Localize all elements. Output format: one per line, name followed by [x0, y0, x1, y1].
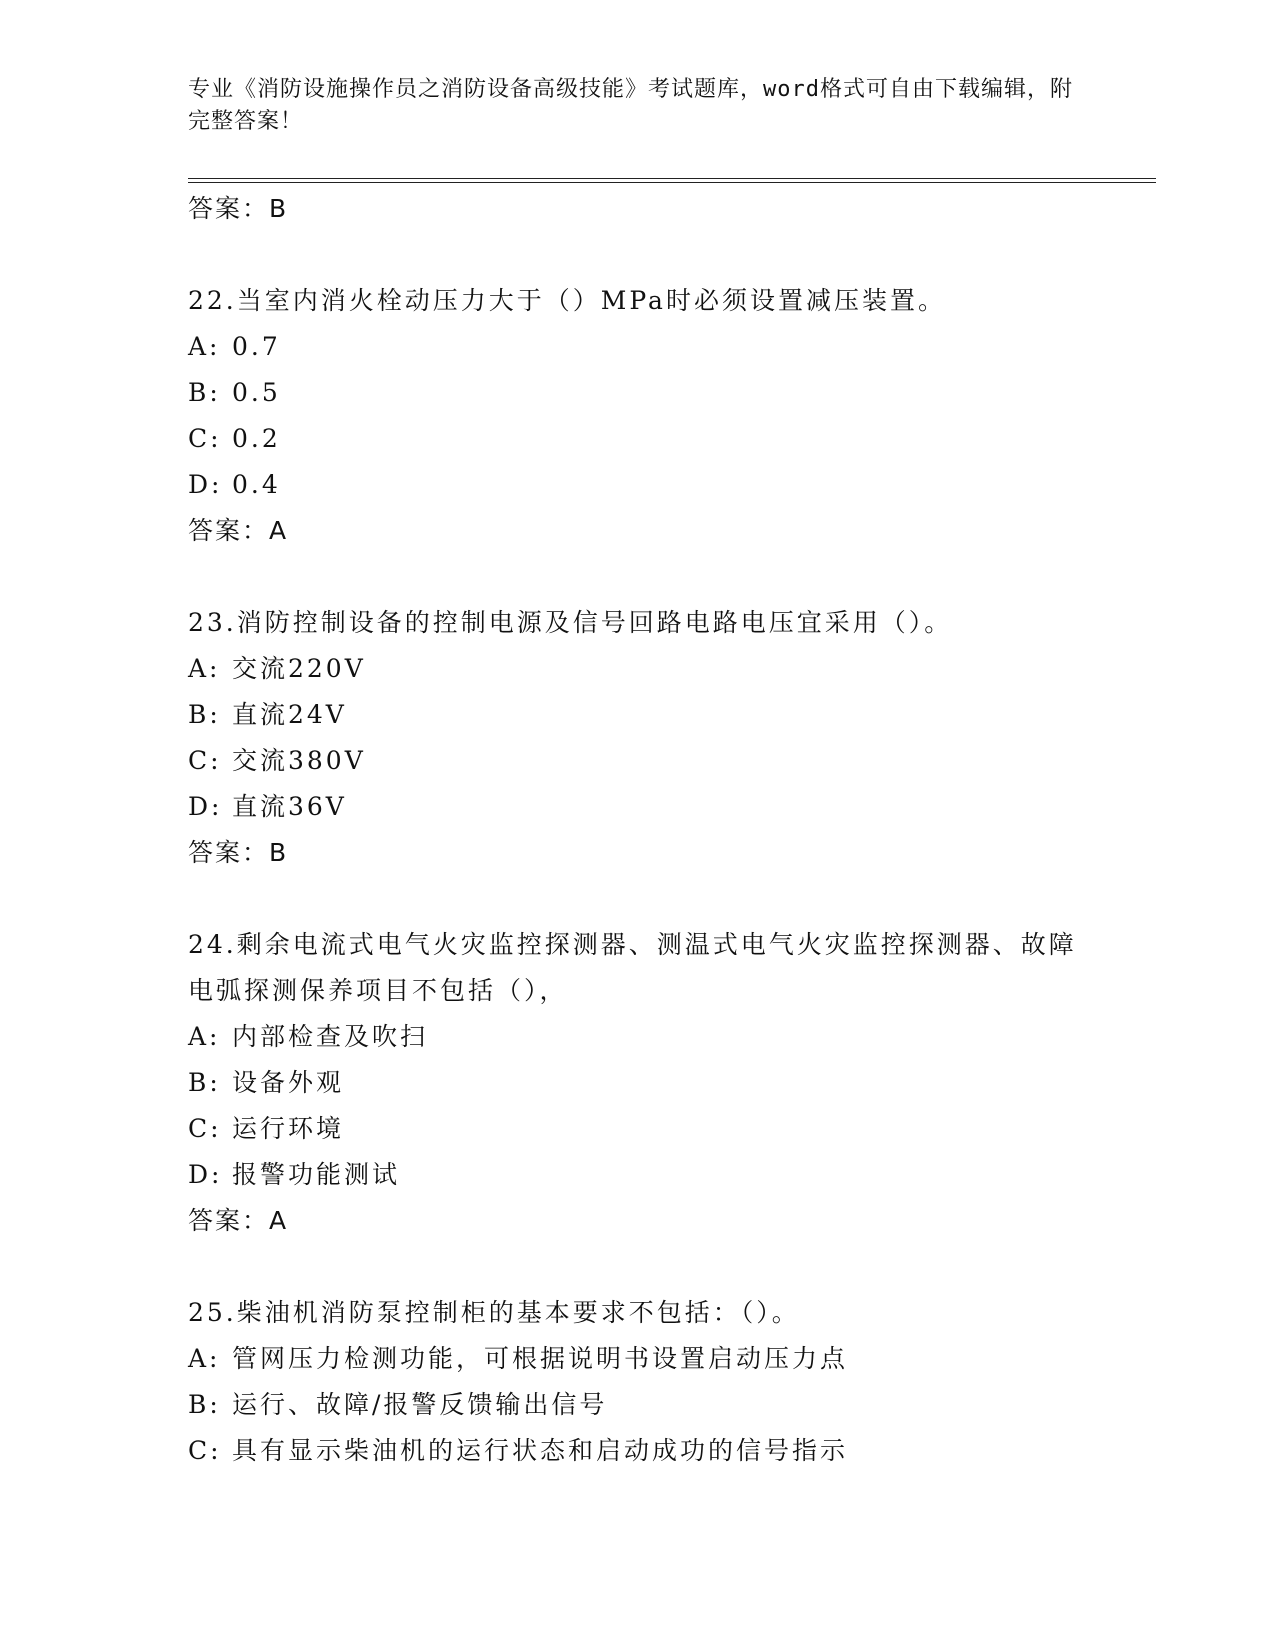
option-c: C: 运行环境 — [188, 1114, 345, 1143]
question-stem: 23.消防控制设备的控制电源及信号回路电路电压宜采用（）。 — [188, 608, 953, 637]
option-a: A: 内部检查及吹扫 — [188, 1022, 429, 1051]
question-block — [188, 554, 1088, 876]
option-d: D: 直流36V — [188, 792, 347, 821]
option-a: A: 交流220V — [188, 654, 366, 683]
question-stem: 24.剩余电流式电气火灾监控探测器、测温式电气火灾监控探测器、故障电弧探测保养项目不包括（）， — [188, 930, 1077, 1005]
answer-line: 答案：B — [188, 838, 289, 867]
question-stem: 22.当室内消火栓动压力大于（）MPa时必须设置减压装置。 — [188, 286, 946, 315]
option-a: A: 管网压力检测功能，可根据说明书设置启动压力点 — [188, 1344, 849, 1373]
option-d: D: 0.4 — [188, 470, 281, 499]
answer-line: 答案：A — [188, 1206, 289, 1235]
option-b: B: 0.5 — [188, 378, 281, 407]
option-b: B: 设备外观 — [188, 1068, 345, 1097]
document-header: 专业《消防设施操作员之消防设备高级技能》考试题库，word格式可自由下载编辑，附完整答案！ — [188, 77, 1073, 134]
question-stem: 25.柴油机消防泵控制柜的基本要求不包括：（）。 — [188, 1298, 800, 1327]
previous-answer: 答案：B — [188, 194, 289, 223]
header-divider — [188, 178, 1156, 183]
question-block — [188, 1244, 1088, 1474]
option-a: A: 0.7 — [188, 332, 281, 361]
question-list — [188, 186, 1088, 1474]
option-c: C: 0.2 — [188, 424, 281, 453]
option-c: C: 交流380V — [188, 746, 366, 775]
option-b: B: 运行、故障/报警反馈输出信号 — [188, 1390, 608, 1419]
question-block — [188, 232, 1088, 554]
option-c: C: 具有显示柴油机的运行状态和启动成功的信号指示 — [188, 1436, 849, 1465]
question-block — [188, 876, 1088, 1244]
option-d: D: 报警功能测试 — [188, 1160, 401, 1189]
answer-line: 答案：A — [188, 516, 289, 545]
option-b: B: 直流24V — [188, 700, 347, 729]
